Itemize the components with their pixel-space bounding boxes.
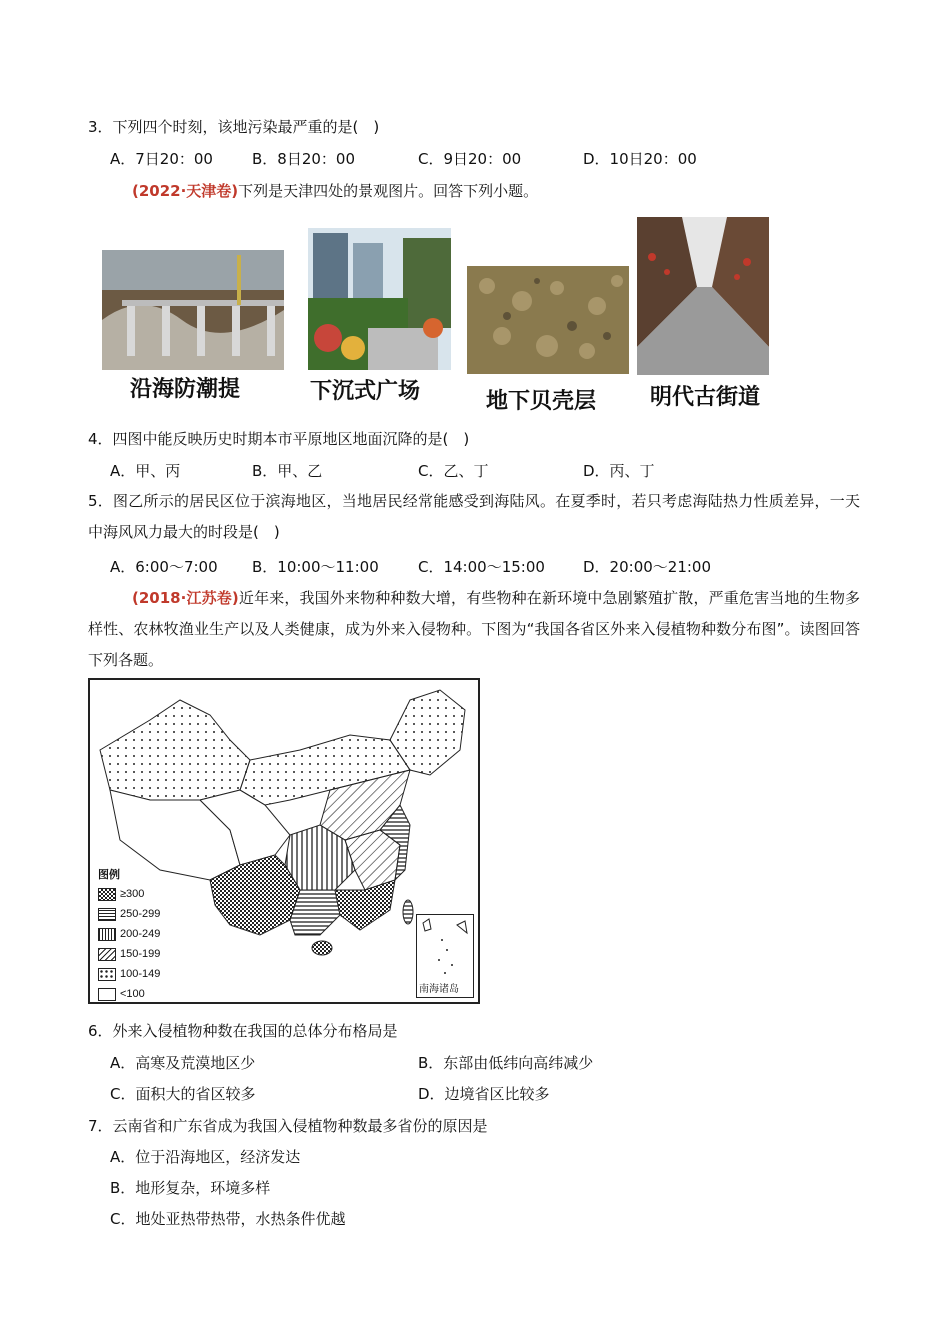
- passage2-source: (2018·江苏卷): [132, 589, 239, 607]
- q4-option-d: D．丙、丁: [583, 462, 655, 480]
- legend-swatch-blank: [98, 988, 116, 1001]
- passage1: [132, 180, 538, 201]
- q3-option-a: A．7日20：00: [110, 150, 213, 168]
- q6-option-a: A．高寒及荒漠地区少: [110, 1054, 256, 1072]
- legend-label: <100: [120, 988, 145, 1000]
- q6-option-b: B．东部由低纬向高纬减少: [418, 1054, 594, 1072]
- legend-item: [98, 924, 160, 944]
- q5-option-d: D．20:00～21:00: [583, 558, 712, 576]
- caption-sunken-plaza: 下沉式广场: [310, 379, 421, 404]
- legend-swatch-grid: [98, 888, 116, 901]
- map-legend: [98, 866, 160, 1004]
- photo-shell-layer: [467, 266, 629, 374]
- south-china-sea-inset: [416, 914, 474, 998]
- legend-item: [98, 964, 160, 984]
- q7-option-c: C．地处亚热带热带，水热条件优越: [110, 1210, 346, 1228]
- legend-label: 250-299: [120, 908, 161, 920]
- photo-sunken-plaza: [308, 228, 451, 370]
- legend-label: 200-249: [120, 928, 161, 940]
- caption-ming-street: 明代古街道: [650, 385, 761, 410]
- passage2-text: 近年来，我国外来物种种数大增，有些物种在新环境中急剧繁殖扩散，严重危害当地的生物多样性、农林牧渔业生产以及人类健康，成为外来入侵物种。下图为“我国各省区外来入侵植物种数分布图”。读图回答下列各题。: [88, 589, 860, 669]
- inset-label: 南海诸岛: [419, 984, 459, 995]
- legend-item: [98, 944, 160, 964]
- legend-swatch-horizontal: [98, 908, 116, 921]
- legend-title: 图例: [98, 869, 120, 881]
- caption-shell-layer: 地下贝壳层: [486, 389, 597, 414]
- q7-stem: 7．云南省和广东省成为我国入侵植物种数最多省份的原因是: [88, 1117, 488, 1135]
- q5-option-c: C．14:00～15:00: [418, 558, 545, 576]
- q6-option-d: D．边境省区比较多: [418, 1085, 550, 1103]
- q5-option-b: B．10:00～11:00: [252, 558, 379, 576]
- q7-option-a: A．位于沿海地区，经济发达: [110, 1148, 301, 1166]
- legend-swatch-diagonal: [98, 948, 116, 961]
- legend-item: [98, 984, 160, 1004]
- q5-option-a: A．6:00～7:00: [110, 558, 218, 576]
- caption-seawall: 沿海防潮提: [130, 377, 241, 402]
- q3-option-c: C．9日20：00: [418, 150, 522, 168]
- q6-option-c: C．面积大的省区较多: [110, 1085, 256, 1103]
- passage1-source: (2022·天津卷): [132, 182, 239, 200]
- q6-stem: 6．外来入侵植物种数在我国的总体分布格局是: [88, 1022, 398, 1040]
- passage1-text: 下列是天津四处的景观图片。回答下列小题。: [238, 182, 539, 200]
- photo-seawall: [102, 250, 284, 370]
- invasive-species-map: [88, 678, 480, 1004]
- legend-item: [98, 904, 160, 924]
- q3-stem: 3．下列四个时刻，该地污染最严重的是( ): [88, 118, 380, 136]
- legend-label: 100-149: [120, 968, 161, 980]
- legend-label: 150-199: [120, 948, 161, 960]
- legend-swatch-dots: [98, 968, 116, 981]
- legend-label: ≥300: [120, 888, 145, 900]
- q4-stem: 4．四图中能反映历史时期本市平原地区地面沉降的是( ): [88, 430, 470, 448]
- q7-option-b: B．地形复杂，环境多样: [110, 1179, 271, 1197]
- photo-ming-street: [637, 217, 769, 375]
- legend-item: [98, 884, 160, 904]
- q5-stem: 5．图乙所示的居民区位于滨海地区，当地居民经常能感受到海陆风。在夏季时，若只考虑海陆热力性质差异，一天中海风风力最大的时段是( ): [88, 492, 860, 541]
- q4-option-b: B．甲、乙: [252, 462, 323, 480]
- legend-swatch-vertical: [98, 928, 116, 941]
- q4-option-c: C．乙、丁: [418, 462, 489, 480]
- q3-option-d: D．10日20：00: [583, 150, 697, 168]
- q3-option-b: B．8日20：00: [252, 150, 356, 168]
- passage2: [88, 583, 860, 676]
- q4-option-a: A．甲、丙: [110, 462, 181, 480]
